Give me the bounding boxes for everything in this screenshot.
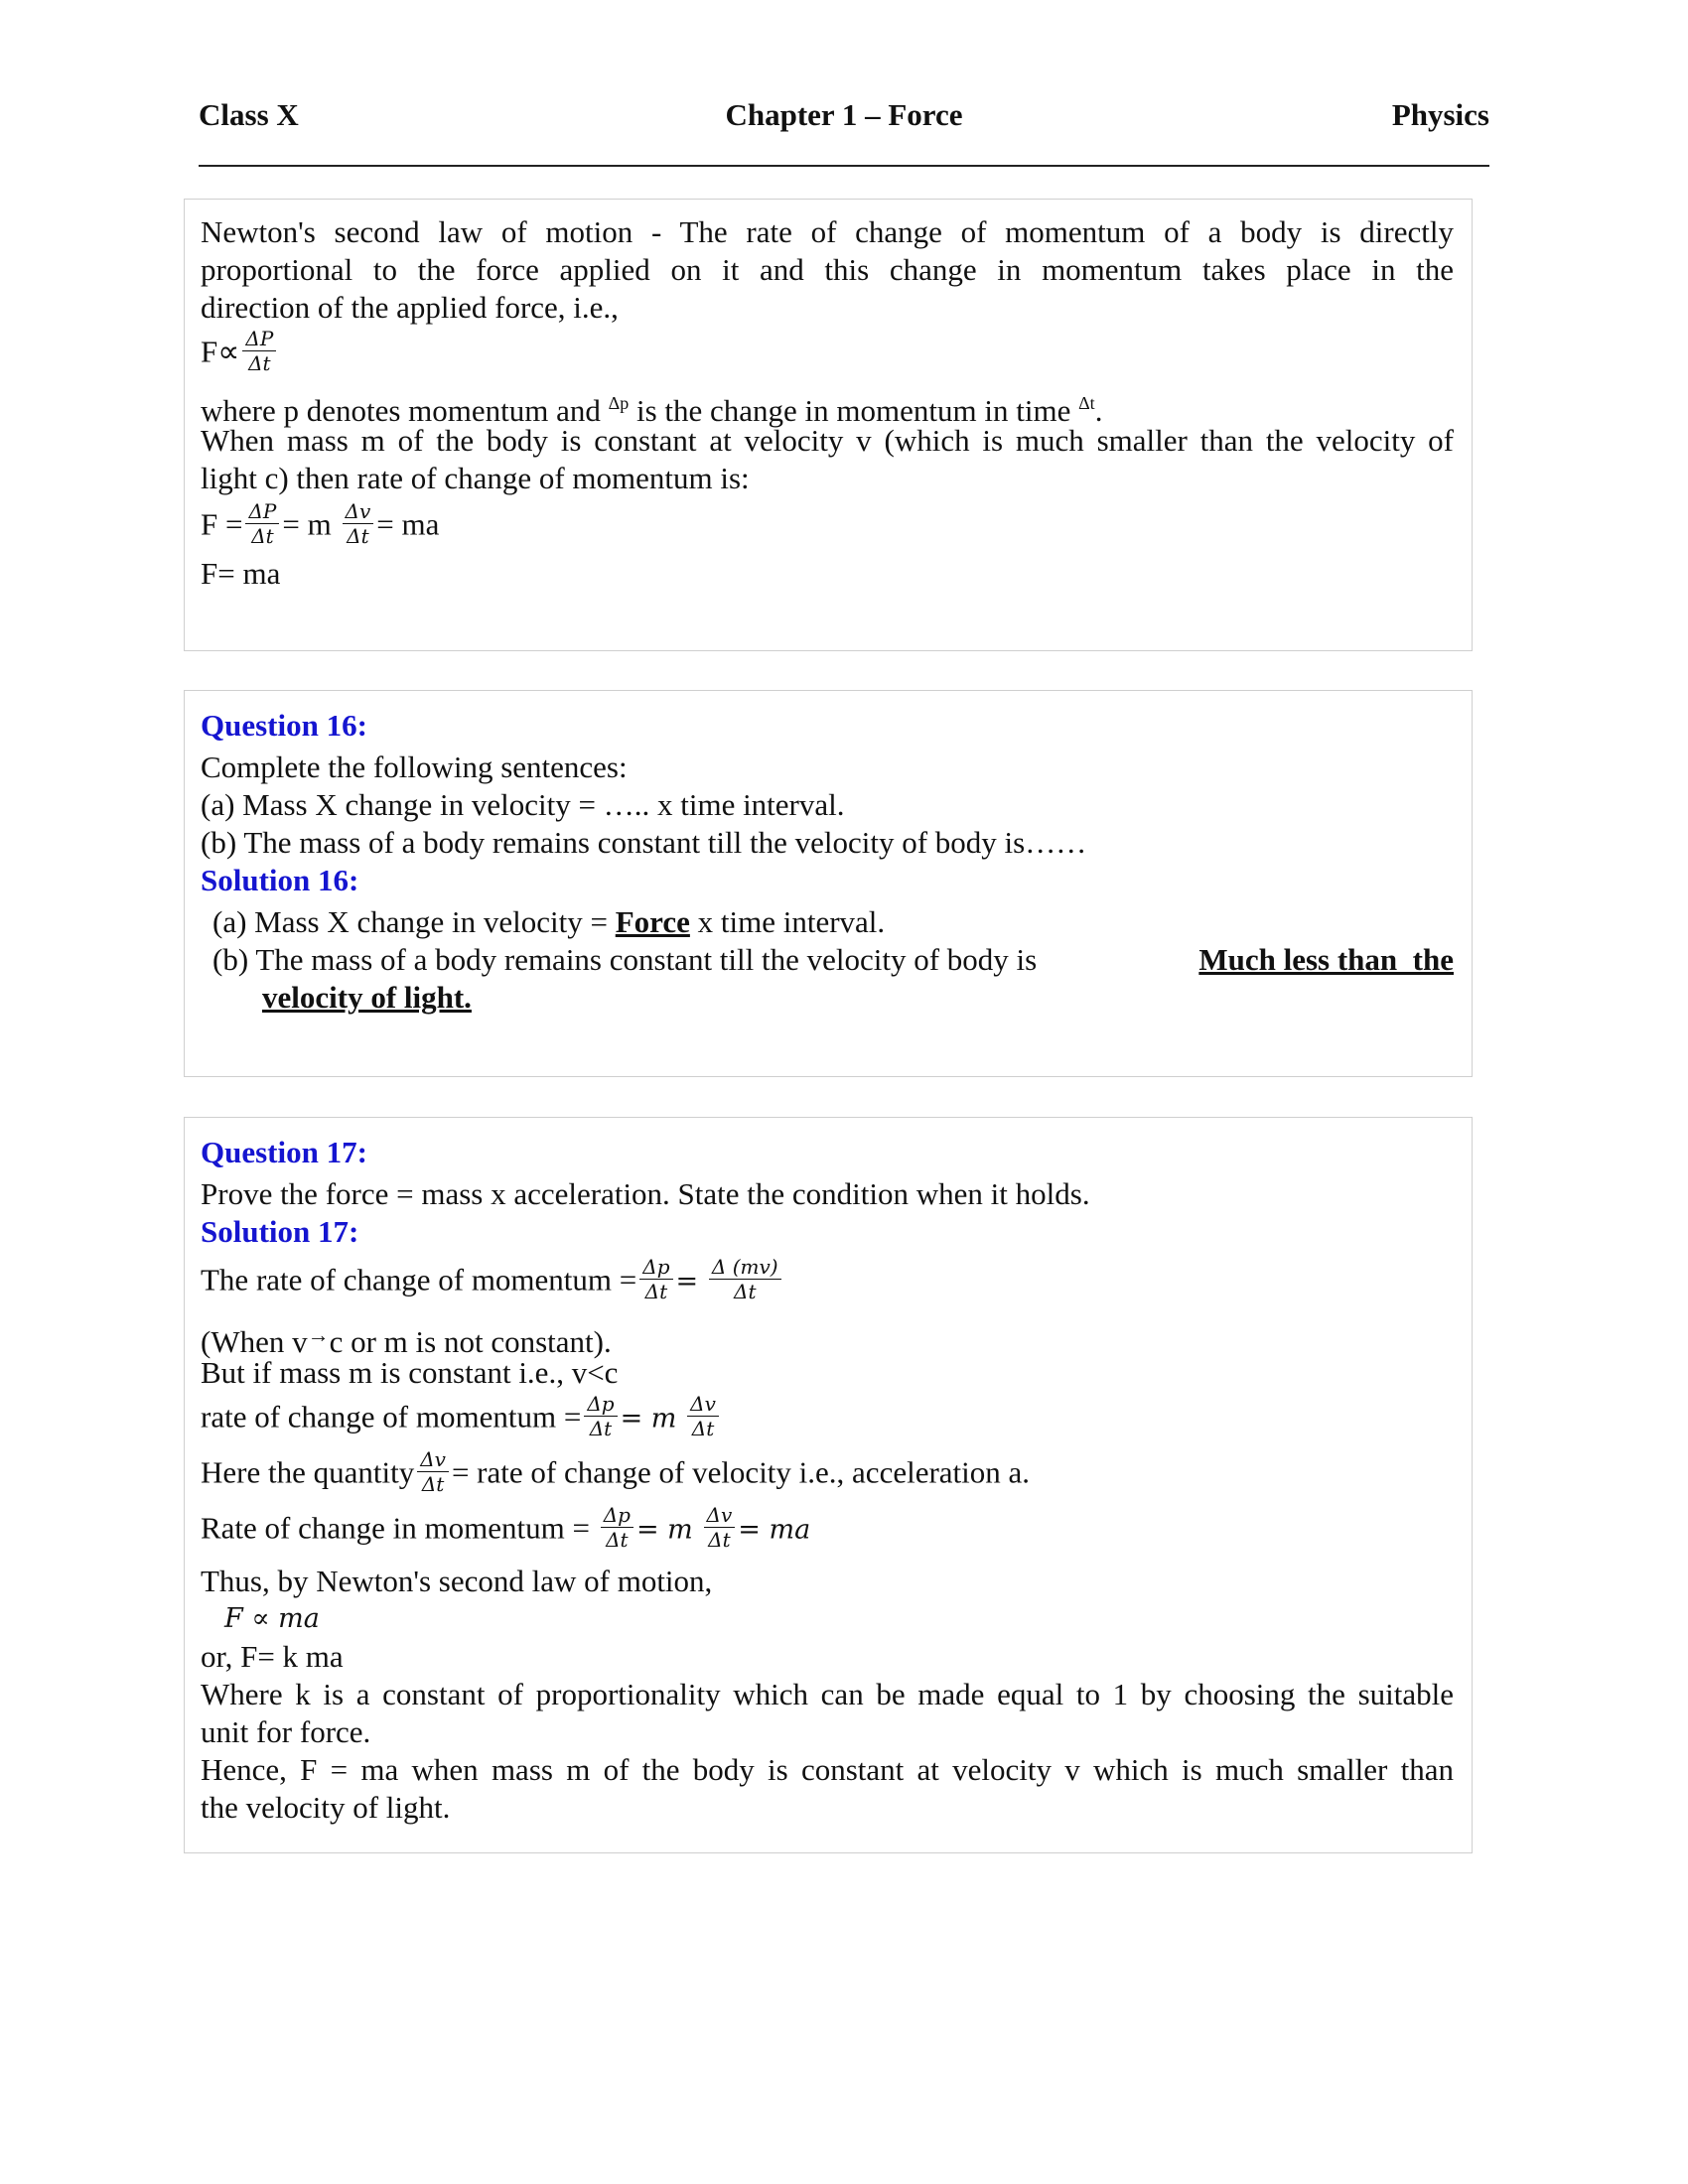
header-class: Class X bbox=[199, 97, 299, 132]
text-segment: (b) The mass of a body remains constant till the velocity of body is bbox=[212, 942, 1038, 977]
text-line: Prove the force = mass x acceleration. State the condition when it holds. bbox=[201, 1176, 1090, 1211]
fraction bbox=[687, 1392, 719, 1440]
proportional-formula bbox=[201, 327, 279, 379]
fraction bbox=[245, 499, 279, 548]
equation-segment: = m bbox=[620, 1403, 677, 1434]
header-subject: Physics bbox=[1391, 97, 1489, 132]
text-segment: x time interval. bbox=[697, 904, 886, 939]
momentum-rate-equation bbox=[201, 1255, 784, 1307]
fraction bbox=[242, 327, 276, 375]
fraction-denominator: Δt bbox=[251, 524, 274, 548]
delta-p-symbol: Δp bbox=[608, 393, 630, 413]
fraction-denominator: Δt bbox=[248, 351, 271, 375]
arrow-icon: → bbox=[307, 1322, 330, 1347]
fraction-numerator: Δ (mv) bbox=[709, 1255, 781, 1280]
fraction-numerator: Δp bbox=[584, 1392, 617, 1417]
page-header bbox=[199, 97, 1489, 147]
fraction-denominator: Δt bbox=[691, 1417, 715, 1440]
text-segment: The rate of change of momentum = bbox=[201, 1262, 637, 1297]
answer-keyword: velocity of light. bbox=[262, 980, 472, 1015]
fraction-denominator: Δt bbox=[589, 1417, 613, 1440]
text-line: When mass m of the body is constant at velocity v (which is much smaller than the velocity of bbox=[201, 423, 1454, 458]
fraction-numerator: Δv bbox=[687, 1392, 719, 1417]
fraction bbox=[584, 1392, 617, 1440]
text-line: F= ma bbox=[201, 556, 281, 591]
fraction-numerator: ΔP bbox=[242, 327, 276, 351]
question-title: Question 17: bbox=[201, 1135, 367, 1169]
text-line: But if mass m is constant i.e., v<c bbox=[201, 1355, 619, 1390]
text-line: Where k is a constant of proportionality which can be made equal to 1 by choosing the suitable bbox=[201, 1677, 1454, 1711]
text-segment: Rate of change in momentum = bbox=[201, 1510, 590, 1546]
text-line: (a) Mass X change in velocity = ….. x time interval. bbox=[201, 787, 845, 822]
momentum-rate-equation bbox=[201, 1392, 722, 1444]
text-line: or, F= k ma bbox=[201, 1639, 344, 1674]
fraction-numerator: ΔP bbox=[245, 499, 279, 524]
momentum-rate-equation bbox=[201, 1503, 811, 1556]
force-equation bbox=[201, 499, 440, 552]
equals-sign: = bbox=[675, 1266, 699, 1297]
fraction-numerator: Δp bbox=[639, 1255, 672, 1280]
fraction bbox=[417, 1447, 449, 1496]
equation-segment: = m bbox=[282, 506, 332, 542]
text-segment: rate of change of momentum = bbox=[201, 1399, 582, 1434]
text-segment: c or m is not constant). bbox=[329, 1324, 612, 1359]
text-line: light c) then rate of change of momentum is: bbox=[201, 461, 750, 495]
text-line: (b) The mass of a body remains constant till the velocity of body is…… bbox=[201, 825, 1087, 860]
answer-b bbox=[212, 941, 1454, 979]
question-16-box bbox=[184, 690, 1473, 1077]
text-line: unit for force. bbox=[201, 1714, 371, 1749]
fraction bbox=[343, 499, 374, 548]
equation-segment: = ma bbox=[376, 506, 440, 542]
equation-segment: F = bbox=[201, 506, 243, 542]
solution-title: Solution 17: bbox=[201, 1214, 359, 1249]
fraction-denominator: Δt bbox=[347, 524, 369, 548]
text-line: proportional to the force applied on it and this change in momentum takes place in the bbox=[201, 252, 1454, 287]
fraction-numerator: Δv bbox=[417, 1447, 449, 1472]
header-chapter: Chapter 1 – Force bbox=[725, 97, 963, 132]
answer-a bbox=[212, 903, 885, 941]
solution-title: Solution 16: bbox=[201, 863, 359, 897]
text-line: Thus, by Newton's second law of motion, bbox=[201, 1564, 713, 1598]
text-line: Newton's second law of motion - The rate of change of momentum of a body is directly bbox=[201, 214, 1454, 249]
fraction bbox=[704, 1503, 736, 1552]
equation-segment: = ma bbox=[738, 1514, 811, 1546]
text-line: the velocity of light. bbox=[201, 1790, 451, 1825]
answer-keyword: Much less than the bbox=[1198, 942, 1454, 977]
text-line: Complete the following sentences: bbox=[201, 750, 628, 784]
formula-prefix: F∝ bbox=[201, 334, 240, 369]
fraction-numerator: Δp bbox=[601, 1503, 633, 1528]
text-segment: . bbox=[1094, 393, 1103, 428]
answer-keyword: Force bbox=[615, 904, 690, 939]
newton-second-law-box bbox=[184, 199, 1473, 651]
text-segment: is the change in momentum in time bbox=[635, 393, 1071, 428]
text-segment: Here the quantity bbox=[201, 1454, 415, 1490]
fraction-denominator: Δt bbox=[734, 1280, 757, 1303]
fraction-denominator: Δt bbox=[644, 1280, 668, 1303]
text-segment: where p denotes momentum and bbox=[201, 393, 601, 428]
proportional-formula: F ∝ ma bbox=[224, 1603, 320, 1634]
text-line bbox=[201, 1447, 1031, 1500]
header-divider bbox=[199, 165, 1489, 167]
question-title: Question 16: bbox=[201, 708, 367, 743]
text-segment: (a) Mass X change in velocity = bbox=[212, 904, 608, 939]
text-line: Hence, F = ma when mass m of the body is constant at velocity v which is much smaller than bbox=[201, 1752, 1454, 1787]
fraction bbox=[639, 1255, 672, 1303]
question-17-box bbox=[184, 1117, 1473, 1853]
equation-segment: = m bbox=[635, 1514, 693, 1546]
fraction bbox=[601, 1503, 633, 1552]
fraction bbox=[709, 1255, 781, 1303]
text-segment: (When v bbox=[201, 1324, 308, 1359]
fraction-numerator: Δv bbox=[343, 499, 374, 524]
fraction-denominator: Δt bbox=[708, 1528, 731, 1552]
fraction-denominator: Δt bbox=[606, 1528, 629, 1552]
text-line: direction of the applied force, i.e., bbox=[201, 290, 619, 325]
fraction-denominator: Δt bbox=[421, 1472, 445, 1496]
text-segment: = rate of change of velocity i.e., acceleration a. bbox=[451, 1454, 1031, 1490]
delta-t-symbol: Δt bbox=[1078, 393, 1095, 413]
fraction-numerator: Δv bbox=[704, 1503, 736, 1528]
